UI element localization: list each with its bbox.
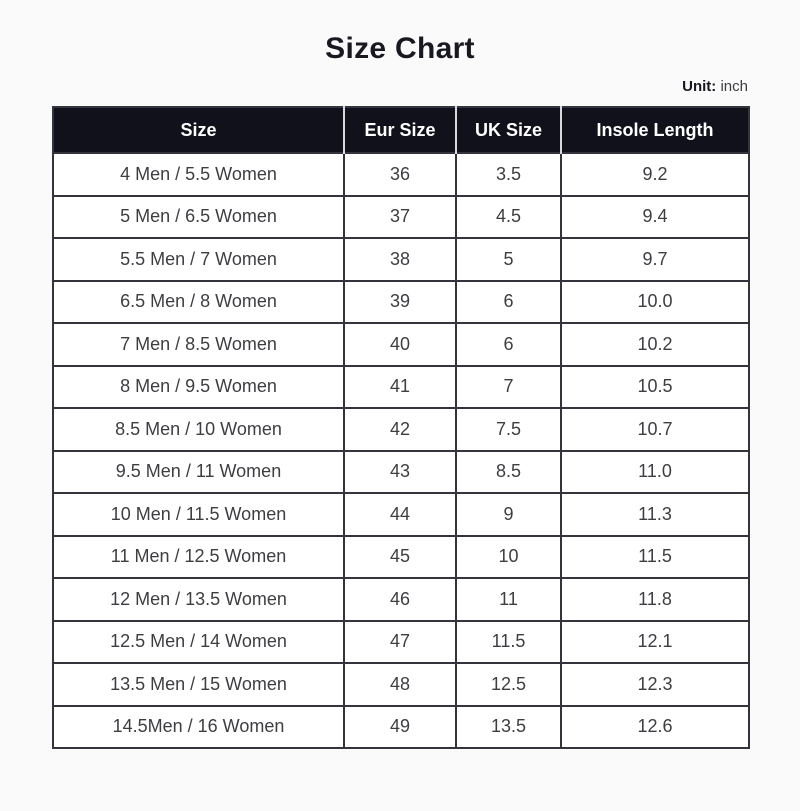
table-cell: 10.7 <box>561 408 749 451</box>
table-row <box>53 493 749 536</box>
table-cell: 8.5 Men / 10 Women <box>53 408 344 451</box>
table-cell: 11.0 <box>561 451 749 494</box>
table-cell: 13.5 Men / 15 Women <box>53 663 344 706</box>
table-cell: 6.5 Men / 8 Women <box>53 281 344 324</box>
table-cell: 12.5 Men / 14 Women <box>53 621 344 664</box>
unit-value: inch <box>720 78 748 95</box>
table-cell: 4.5 <box>456 196 561 239</box>
table-cell: 12.1 <box>561 621 749 664</box>
table-row <box>53 366 749 409</box>
table-cell: 37 <box>344 196 456 239</box>
table-cell: 11.5 <box>561 536 749 579</box>
table-cell: 12 Men / 13.5 Women <box>53 578 344 621</box>
table-cell: 9.2 <box>561 153 749 196</box>
table-cell: 11.5 <box>456 621 561 664</box>
table-cell: 40 <box>344 323 456 366</box>
table-cell: 6 <box>456 281 561 324</box>
table-row <box>53 706 749 749</box>
table-cell: 42 <box>344 408 456 451</box>
column-header: Size <box>53 107 344 153</box>
table-row <box>53 323 749 366</box>
table-cell: 3.5 <box>456 153 561 196</box>
table-cell: 12.6 <box>561 706 749 749</box>
column-header: Insole Length <box>561 107 749 153</box>
table-cell: 5 <box>456 238 561 281</box>
table-row <box>53 153 749 196</box>
table-row <box>53 536 749 579</box>
table-cell: 48 <box>344 663 456 706</box>
table-cell: 9 <box>456 493 561 536</box>
table-cell: 12.3 <box>561 663 749 706</box>
page-title: Size Chart <box>325 32 475 65</box>
table-body <box>53 153 749 748</box>
table-cell: 10 Men / 11.5 Women <box>53 493 344 536</box>
unit-label: Unit: <box>682 78 717 95</box>
table-row <box>53 238 749 281</box>
table-cell: 10 <box>456 536 561 579</box>
table-cell: 7.5 <box>456 408 561 451</box>
table-cell: 6 <box>456 323 561 366</box>
table-cell: 44 <box>344 493 456 536</box>
table-cell: 47 <box>344 621 456 664</box>
table-cell: 41 <box>344 366 456 409</box>
table-row <box>53 578 749 621</box>
table-cell: 10.5 <box>561 366 749 409</box>
table-cell: 8 Men / 9.5 Women <box>53 366 344 409</box>
table-cell: 10.2 <box>561 323 749 366</box>
column-header: Eur Size <box>344 107 456 153</box>
table-cell: 4 Men / 5.5 Women <box>53 153 344 196</box>
table-row <box>53 663 749 706</box>
size-chart-table <box>52 106 750 749</box>
table-row <box>53 281 749 324</box>
table-row <box>53 196 749 239</box>
table-cell: 9.5 Men / 11 Women <box>53 451 344 494</box>
table-cell: 39 <box>344 281 456 324</box>
table-cell: 9.7 <box>561 238 749 281</box>
table-cell: 14.5Men / 16 Women <box>53 706 344 749</box>
table-cell: 45 <box>344 536 456 579</box>
table-cell: 10.0 <box>561 281 749 324</box>
table-cell: 5.5 Men / 7 Women <box>53 238 344 281</box>
table-cell: 13.5 <box>456 706 561 749</box>
table-cell: 11 <box>456 578 561 621</box>
table-row <box>53 408 749 451</box>
table-cell: 8.5 <box>456 451 561 494</box>
table-header-row <box>53 107 749 153</box>
table-cell: 11.3 <box>561 493 749 536</box>
table-cell: 7 <box>456 366 561 409</box>
table-cell: 38 <box>344 238 456 281</box>
table-cell: 11.8 <box>561 578 749 621</box>
unit-note <box>52 78 748 95</box>
table-cell: 36 <box>344 153 456 196</box>
table-cell: 9.4 <box>561 196 749 239</box>
table-cell: 12.5 <box>456 663 561 706</box>
table-cell: 49 <box>344 706 456 749</box>
table-row <box>53 621 749 664</box>
table-cell: 5 Men / 6.5 Women <box>53 196 344 239</box>
table-cell: 7 Men / 8.5 Women <box>53 323 344 366</box>
table-row <box>53 451 749 494</box>
table-cell: 43 <box>344 451 456 494</box>
table-cell: 46 <box>344 578 456 621</box>
column-header: UK Size <box>456 107 561 153</box>
table-cell: 11 Men / 12.5 Women <box>53 536 344 579</box>
